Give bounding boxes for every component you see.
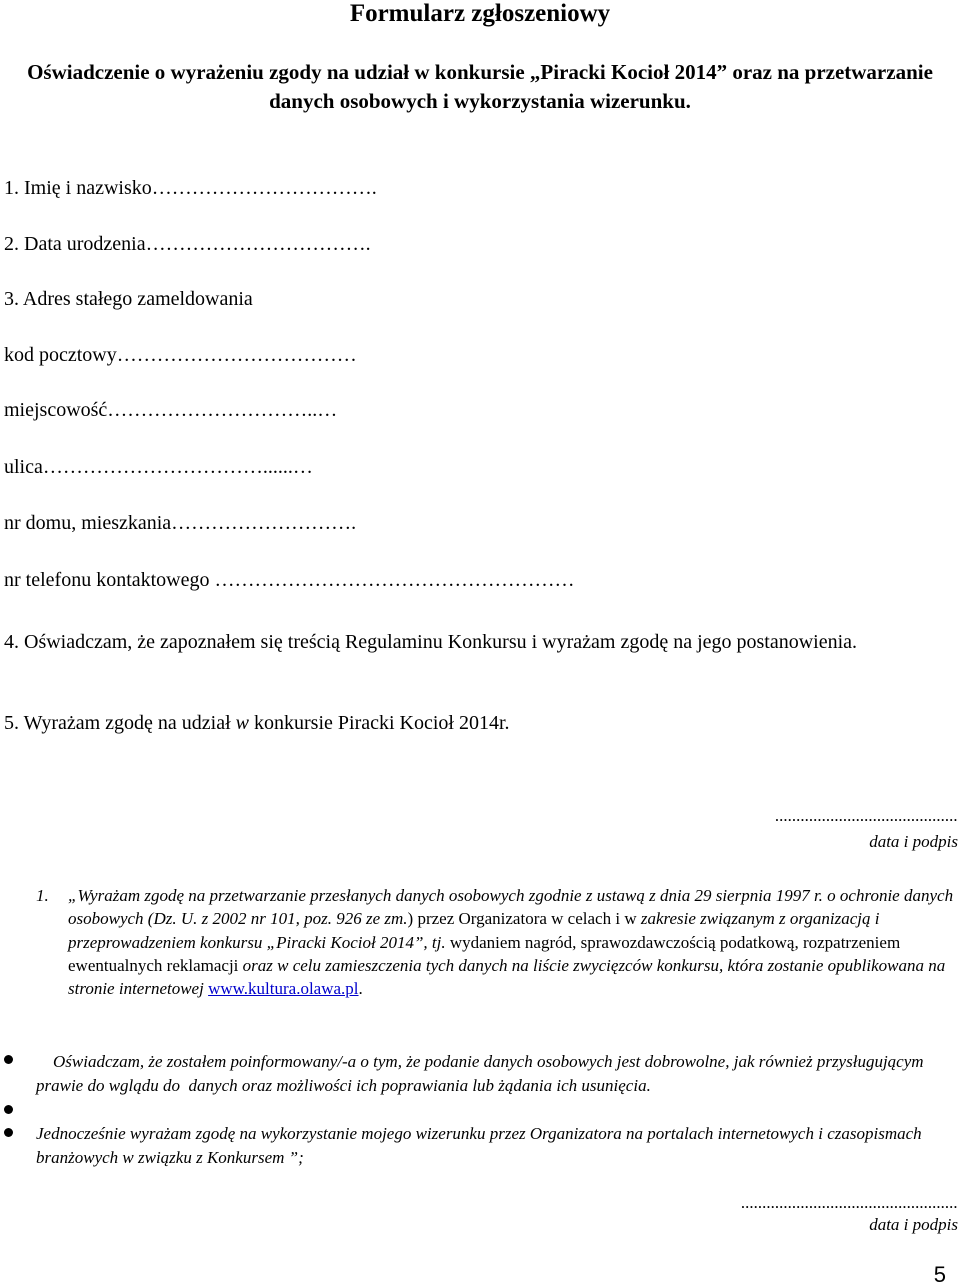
signature-label-1: data i podpis: [869, 832, 958, 851]
field-house-number: nr domu, mieszkania……………………….: [4, 512, 357, 534]
form-subtitle: Oświadczenie o wyrażeniu zgody na udział w konkursie „Piracki Kocioł 2014” oraz na przetwarzanie danych osobowych i wykorzystania wizerunku.: [27, 60, 933, 113]
consent-text-5: oraz w celu zamieszczenia tych danych na liście zwycięzców konkursu, która zostanie opublikowana na stronie internetowej: [68, 955, 946, 999]
bullet-icon: [4, 1105, 13, 1114]
statement-participation: [4, 710, 510, 736]
page-title: Formularz zgłoszeniowy: [349, 0, 611, 27]
field-city: miejscowość…………………………..…: [4, 399, 338, 421]
field-address-heading: 3. Adres stałego zameldowania: [4, 288, 253, 310]
statement-participation-text-b: konkursie Piracki Kocioł 2014r.: [249, 712, 510, 734]
bullet-item-information: Oświadczam, że zostałem poinformowany/-a o tym, że podanie danych osobowych jest dobrowolne, jak również przysługującym prawie do wglądu do danych oraz możliwości ich poprawiania lub żądania ich usunięcia.: [36, 1052, 928, 1095]
statement-participation-w: w: [235, 712, 250, 734]
signature-dots-1: ...........................................: [775, 806, 958, 825]
bullet-item-image-consent: Jednocześnie wyrażam zgodę na wykorzystanie mojego wizerunku przez Organizatora na portalach internetowych i czasopismach branżowych w związku z Konkursem ”;: [36, 1124, 922, 1167]
field-phone: nr telefonu kontaktowego ………………………………………………: [4, 569, 575, 591]
field-birth-date: 2. Data urodzenia…………………………….: [4, 233, 371, 255]
consent-text-1: „Wyrażam zgodę na przetwarzanie przesłanych danych osobowych zgodnie z ustawą z dnia 29 sierpnia 1997 r. o ochronie danych osobowych (Dz. U. z 2002 nr 101, poz. 926 ze zm.: [68, 886, 954, 929]
signature-label-2: data i podpis: [869, 1215, 958, 1234]
consent-text-2: ) przez Organizatora w celach i w: [407, 909, 637, 929]
data-processing-consent: [36, 884, 960, 1000]
bullet-icon: [4, 1055, 13, 1064]
consent-text-4: wydaniem nagród, sprawozdawczością podatkową, rozpatrzeniem ewentualnych reklamacji: [68, 932, 901, 975]
consent-text-end: .: [358, 979, 363, 999]
page-number: 5: [933, 1262, 946, 1287]
statement-participation-text-a: 5. Wyrażam zgodę na udział: [4, 712, 236, 734]
consent-number: 1.: [36, 886, 49, 905]
signature-dots-2: ...................................................: [741, 1193, 958, 1212]
field-postal-code: kod pocztowy………………………………: [4, 344, 357, 366]
bullet-icon: [4, 1128, 13, 1137]
field-full-name: 1. Imię i nazwisko…………………………….: [4, 177, 377, 199]
consent-text-3: zakresie związanym z organizacją i przeprowadzeniem konkursu „Piracki Kocioł 2014”, tj.: [68, 909, 880, 952]
statement-regulations: 4. Oświadczam, że zapoznałem się treścią Regulaminu Konkursu i wyrażam zgodę na jego postanowienia.: [4, 631, 858, 653]
consent-website-link[interactable]: www.kultura.olawa.pl: [208, 979, 359, 999]
field-street: ulica……………………………......…: [4, 456, 313, 478]
